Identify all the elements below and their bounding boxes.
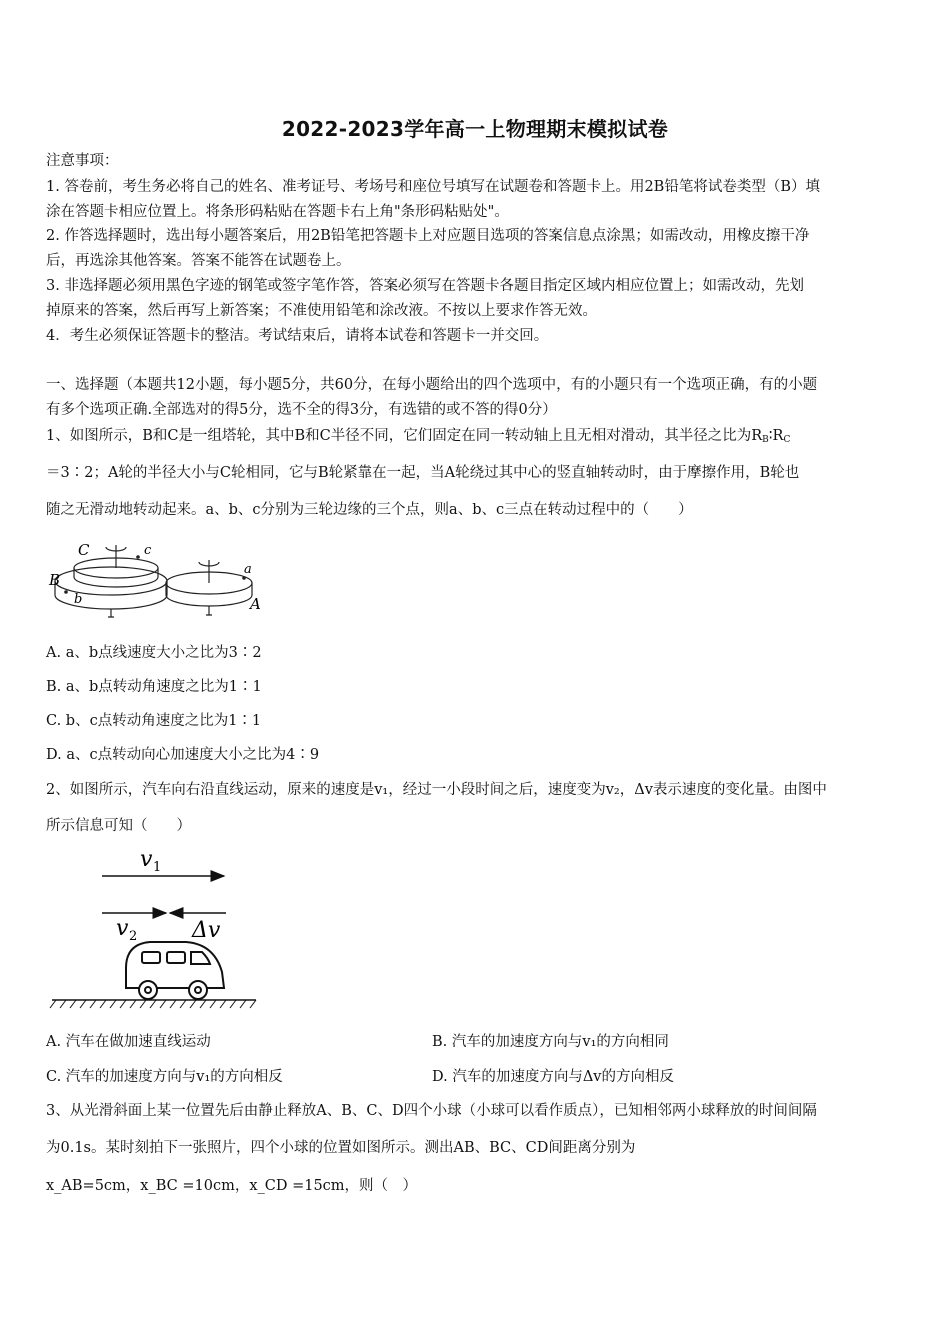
q2-option-a: A. 汽车在做加速直线运动 [46, 1034, 211, 1050]
figure-label-v2-sub: 2 [129, 929, 138, 944]
page-title: 2022-2023学年高一上物理期末模拟试卷 [281, 117, 669, 141]
notice-line: 涂在答题卡相应位置上。将条形码粘贴在答题卡右上角"条形码粘贴处"。 [46, 204, 509, 220]
q3-text-line2: 为0.1s。某时刻拍下一张照片，四个小球的位置如图所示。测出AB、BC、CD间距离分别为 [46, 1140, 636, 1156]
section-heading: 一、选择题（本题共12小题，每小题5分，共60分，在每小题给出的四个选项中，有的小题只有一个选项正确，有的小题 [46, 377, 818, 393]
notice-line: 2. 作答选择题时，选出每小题答案后，用2B铅笔把答题卡上对应题目选项的答案信息点涂黑；如需改动，用橡皮擦干净 [46, 228, 810, 244]
figure-label: b [74, 592, 83, 607]
q1-text-line3: 随之无滑动地转动起来。a、b、c分别为三轮边缘的三个点，则a、b、c三点在转动过程中的（ ） [46, 502, 693, 518]
figure-label: A [250, 595, 261, 613]
q2-option-d: D. 汽车的加速度方向与Δv的方向相反 [432, 1069, 674, 1085]
q3-text-line3: x_AB=5cm，x_BC =10cm，x_CD =15cm，则（ ） [46, 1178, 418, 1194]
q1-text-line2: ＝3∶2；A轮的半径大小与C轮相同，它与B轮紧靠在一起，当A轮绕过其中心的竖直轴转动时，由于摩擦作用，B轮也 [46, 465, 800, 481]
figure-label-dv: Δv [192, 918, 221, 943]
figure-label-v2: v [116, 916, 129, 941]
q2-text-line2: 所示信息可知（ ） [46, 818, 191, 834]
q1-figure-tower-wheels [46, 535, 276, 620]
figure-label: C [78, 541, 90, 559]
q1-option-b: B. a、b点转动角速度之比为1∶1 [46, 679, 262, 695]
q2-figure-car-velocity [46, 842, 266, 1010]
notice-line: 掉原来的答案，然后再写上新答案；不准使用铅笔和涂改液。不按以上要求作答无效。 [46, 303, 597, 319]
notice-line: 1. 答卷前，考生务必将自己的姓名、准考证号、考场号和座位号填写在试题卷和答题卡上。用2B铅笔将试卷类型（B）填 [46, 179, 820, 195]
q1-text-line1: 1、如图所示，B和C是一组塔轮，其中B和C半径不同，它们固定在同一转动轴上且无相对滑动，其半径之比为$R_B∶R_C$ [46, 428, 791, 445]
figure-label: B [49, 571, 61, 589]
q2-option-b: B. 汽车的加速度方向与v₁的方向相同 [432, 1034, 669, 1050]
q1-option-c: C. b、c点转动角速度之比为1∶1 [46, 713, 262, 729]
q1-option-d: D. a、c点转动向心加速度大小之比为4∶9 [46, 747, 320, 763]
figure-label: a [244, 562, 252, 577]
notice-line: 3. 非选择题必须用黑色字迹的钢笔或签字笔作答，答案必须写在答题卡各题目指定区域内相应位置上；如需改动，先划 [46, 278, 804, 294]
q2-option-c: C. 汽车的加速度方向与v₁的方向相反 [46, 1069, 283, 1085]
figure-label-v1-sub: 1 [153, 860, 162, 875]
q3-text-line1: 3、从光滑斜面上某一位置先后由静止释放A、B、C、D四个小球（小球可以看作质点），已知相邻两小球释放的时间间隔 [46, 1103, 817, 1119]
notice-heading: 注意事项： [46, 153, 119, 169]
section-heading: 有多个选项正确.全部选对的得5分，选不全的得3分，有选错的或不答的得0分） [46, 402, 557, 418]
q2-text-line1: 2、如图所示，汽车向右沿直线运动，原来的速度是v₁，经过一小段时间之后，速度变为v₂，Δv表示速度的变化量。由图中 [46, 782, 827, 798]
figure-label-v1: v [140, 847, 153, 872]
figure-label: c [144, 543, 152, 558]
notice-line: 4．考生必须保证答题卡的整洁。考试结束后，请将本试卷和答题卡一并交回。 [46, 328, 549, 344]
notice-line: 后，再选涂其他答案。答案不能答在试题卷上。 [46, 253, 351, 269]
q1-option-a: A. a、b点线速度大小之比为3∶2 [46, 645, 262, 661]
